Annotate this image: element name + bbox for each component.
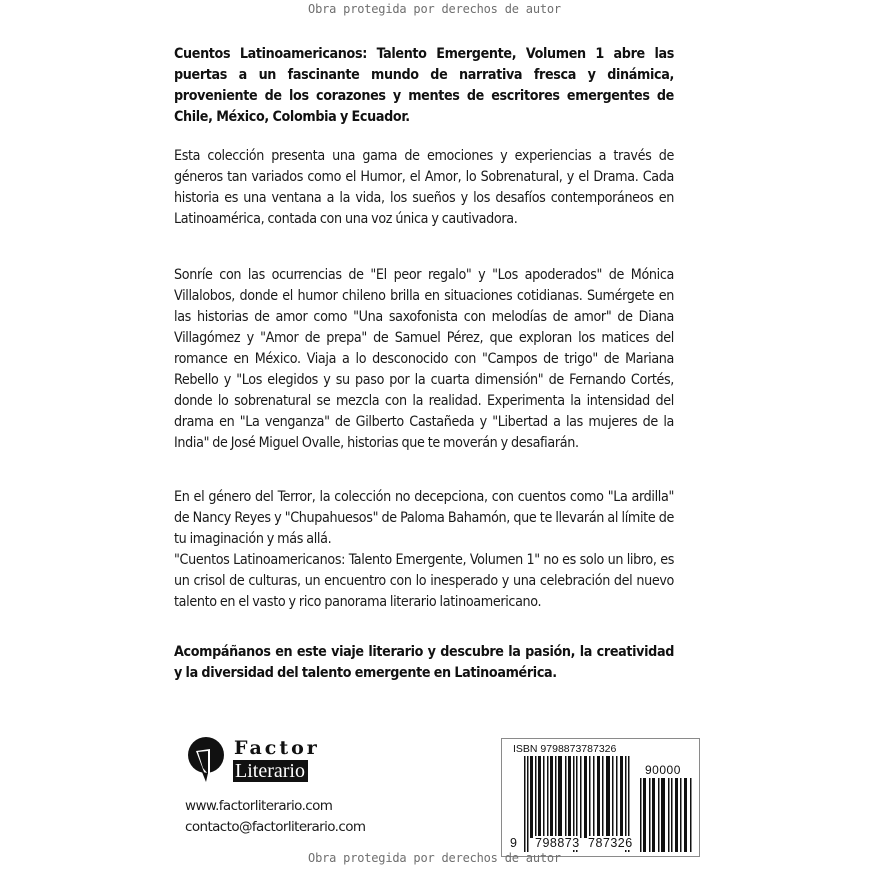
publisher-logo: [186, 736, 326, 786]
barcode-addon-number: 90000: [645, 763, 681, 777]
blurb-terror: En el género del Terror, la colección no decepciona, con cuentos como "La ardilla" de Nancy Reyes y "Chupahuesos" de Paloma Bahamón, que te llevarán al límite de tu imaginación y más allá.: [174, 489, 674, 547]
barcode-digits-left: 798873: [535, 836, 580, 850]
publisher-website: www.factorliterario.com: [185, 798, 333, 814]
publisher-email: contacto@factorliterario.com: [185, 819, 366, 835]
blurb-terror-block: [174, 487, 674, 613]
copyright-watermark-top: Obra protegida por derechos de autor: [308, 2, 561, 16]
isbn-barcode: [501, 738, 700, 857]
factor-literario-logo-icon: [186, 736, 226, 782]
blurb-collection: Esta colección presenta una gama de emociones y experiencias a través de géneros tan variados como el Humor, el Amor, lo Sobrenatural, y el Drama. Cada historia es una ventana a la vida, los sueños y los desafíos contemporáneos en Latinoamérica, contada con una voz única y cautivadora.: [174, 148, 674, 227]
addon-barcode-bars: [640, 778, 694, 852]
barcode-digits-right: 787326: [588, 836, 633, 850]
publisher-name-literario: Literario: [233, 760, 308, 782]
publisher-name-factor: Factor: [234, 737, 320, 759]
blurb-crisol: "Cuentos Latinoamericanos: Talento Emergente, Volumen 1" no es solo un libro, es un crisol de culturas, un encuentro con lo inesperado y una celebración del nuevo talento en el vasto y rico panorama literario latinoamericano.: [174, 552, 674, 610]
blurb-closing: Acompáñanos en este viaje literario y descubre la pasión, la creatividad y la diversidad del talento emergente en Latinoamérica.: [174, 644, 674, 681]
publisher-contact: [185, 796, 365, 838]
isbn-label: ISBN 9798873787326: [513, 743, 617, 755]
barcode-digit-first: 9: [510, 836, 518, 850]
blurb-intro: Cuentos Latinoamericanos: Talento Emergente, Volumen 1 abre las puertas a un fascinante mundo de narrativa fresca y dinámica, proveniente de los corazones y mentes de escritores emergentes de Chile, México, Colombia y Ecuador.: [174, 46, 674, 125]
blurb-stories: Sonríe con las ocurrencias de "El peor regalo" y "Los apoderados" de Mónica Villalobos, donde el humor chileno brilla en situaciones cotidianas. Sumérgete en las historias de amor como "Una saxofonista con melodías de amor" de Diana Villagómez y "Amor de prepa" de Samuel Pérez, que exploran los matices del romance en México. Viaja a lo desconocido con "Campos de trigo" de Mariana Rebello y "Los elegidos y su paso por la cuarta dimensión" de Fernando Cortés, donde lo sobrenatural se mezcla con la realidad. Experimenta la intensidad del drama en "La venganza" de Gilberto Castañeda y "Libertad a las mujeres de la India" de José Miguel Ovalle, historias que te moverán y desafiarán.: [174, 267, 674, 451]
copyright-watermark-bottom: Obra protegida por derechos de autor: [308, 851, 561, 865]
